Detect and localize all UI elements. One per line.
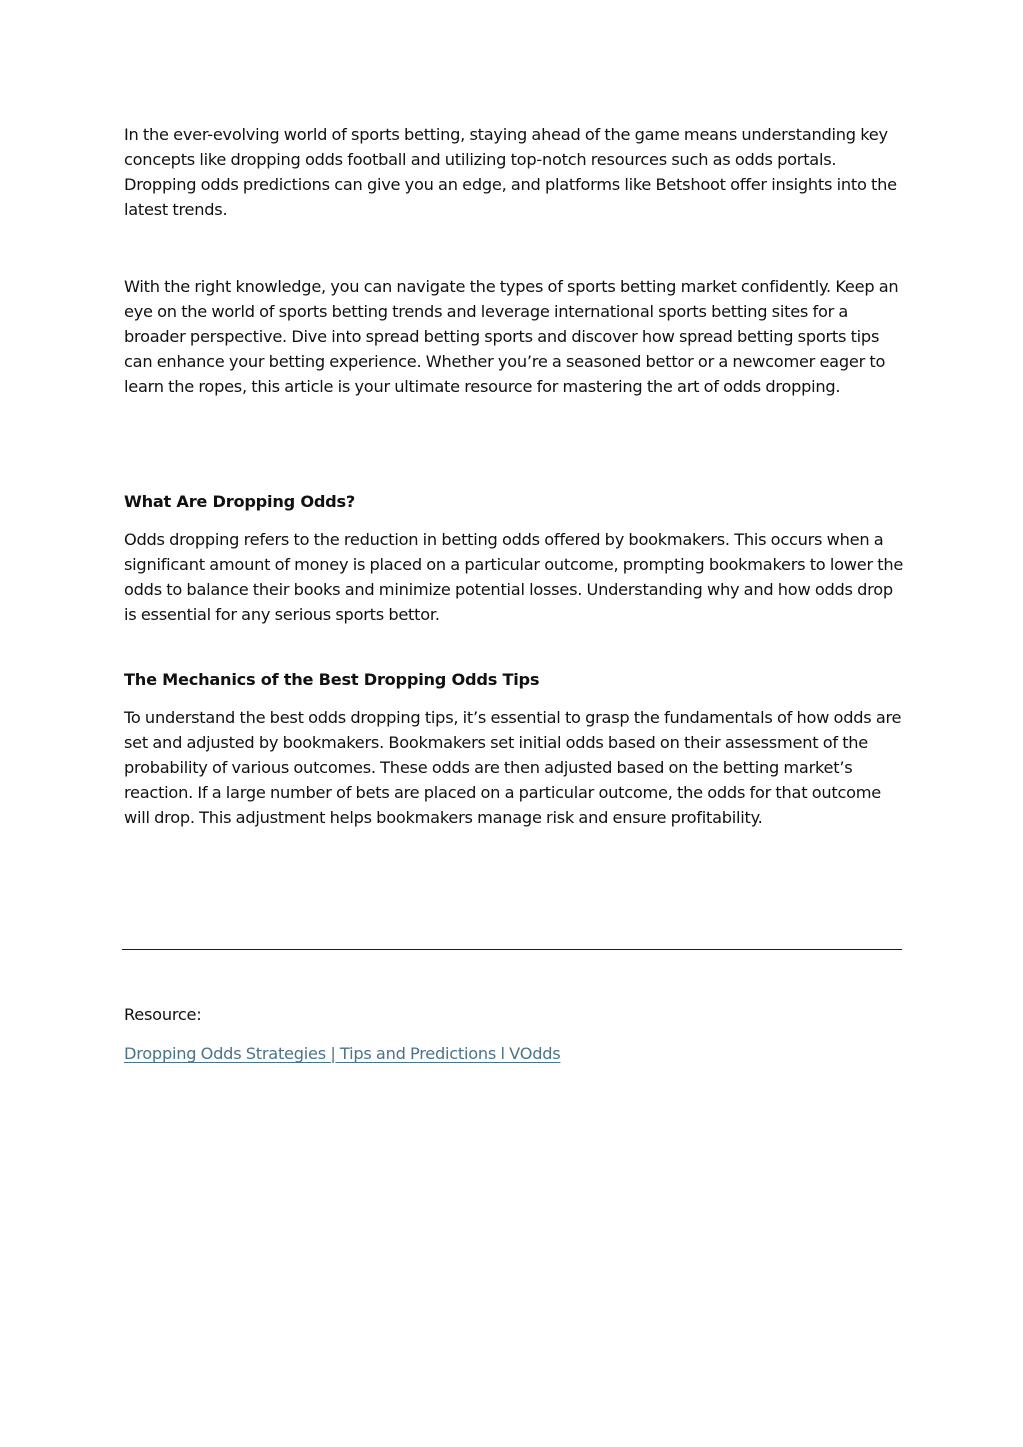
horizontal-divider (122, 949, 902, 950)
document-body (124, 122, 904, 830)
section-body-what-are-dropping-odds: Odds dropping refers to the reduction in betting odds offered by bookmakers. This occurs when a significant amount of money is placed on a particular outcome, prompting bookmakers to lower the odds to balance their books and minimize potential losses. Understanding why and how odds drop is essential for any serious sports bettor. (124, 530, 904, 624)
section-body-mechanics: To understand the best odds dropping tips, it’s essential to grasp the fundamentals of how odds are set and adjusted by bookmakers. Bookmakers set initial odds based on their assessment of the probability of various outcomes. These odds are then adjusted based on the betting market’s reaction. If a large number of bets are placed on a particular outcome, the odds for that outcome will drop. This adjustment helps bookmakers manage risk and ensure profitability. (124, 708, 902, 827)
intro-paragraph-1: In the ever-evolving world of sports betting, staying ahead of the game means understanding key concepts like dropping odds football and utilizing top-notch resources such as odds portals. Dropping odds predictions can give you an edge, and platforms like Betshoot offer insights into the latest trends. (124, 125, 897, 219)
resource-label: Resource: (124, 1005, 202, 1024)
resource-block (124, 1002, 904, 1066)
section-heading-mechanics: The Mechanics of the Best Dropping Odds Tips (124, 670, 540, 689)
section-heading-what-are-dropping-odds: What Are Dropping Odds? (124, 492, 356, 511)
resource-link[interactable]: Dropping Odds Strategies | Tips and Predictions l VOdds (124, 1044, 561, 1063)
intro-paragraph-2: With the right knowledge, you can navigate the types of sports betting market confidently. Keep an eye on the world of sports betting trends and leverage international sports betting sites for a broader perspective. Dive into spread betting sports and discover how spread betting sports tips can enhance your betting experience. Whether you’re a seasoned bettor or a newcomer eager to learn the ropes, this article is your ultimate resource for mastering the art of odds dropping. (124, 277, 899, 396)
